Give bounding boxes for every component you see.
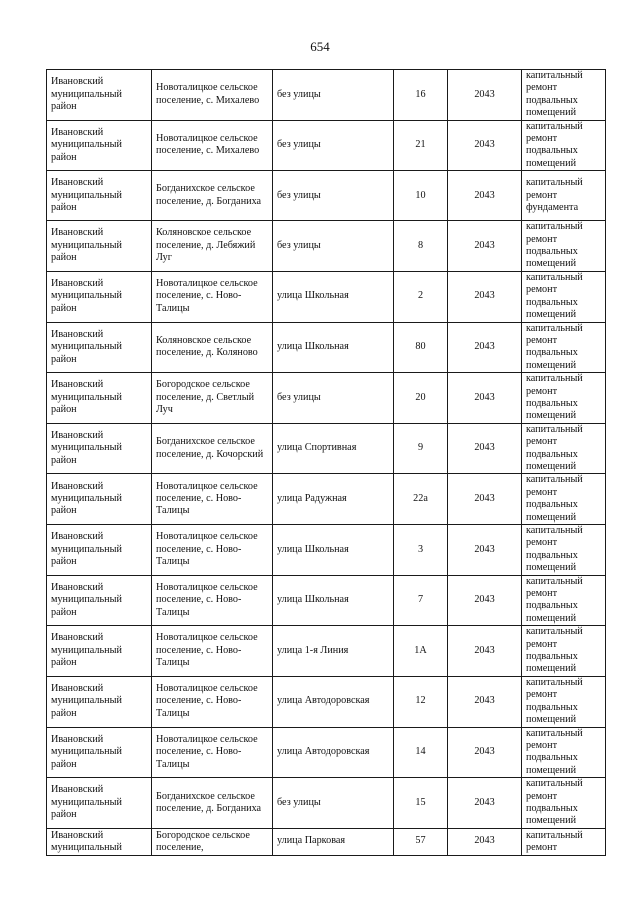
table-row	[47, 727, 606, 778]
table-row	[47, 525, 606, 576]
table-row	[47, 676, 606, 727]
cell-street: без улицы	[273, 221, 394, 272]
table-row	[47, 322, 606, 373]
cell-district: Ивановский муниципальный район	[47, 778, 152, 829]
cell-year: 2043	[448, 778, 522, 829]
cell-work-type: капитальный ремонт подвальных помещений	[522, 676, 606, 727]
cell-year: 2043	[448, 575, 522, 626]
cell-work-type: капитальный ремонт	[522, 828, 606, 855]
cell-street: улица Спортивная	[273, 423, 394, 474]
cell-street: улица Парковая	[273, 828, 394, 855]
cell-year: 2043	[448, 423, 522, 474]
table-row	[47, 474, 606, 525]
cell-year: 2043	[448, 70, 522, 121]
cell-district: Ивановский муниципальный район	[47, 271, 152, 322]
cell-settlement: Новоталицкое сельское поселение, с. Ново-Талицы	[152, 575, 273, 626]
cell-street: без улицы	[273, 778, 394, 829]
cell-settlement: Новоталицкое сельское поселение, с. Ново-Талицы	[152, 525, 273, 576]
table-row	[47, 373, 606, 424]
table-row	[47, 575, 606, 626]
cell-settlement: Богданихское сельское поселение, д. Кочорский	[152, 423, 273, 474]
cell-district: Ивановский муниципальный район	[47, 525, 152, 576]
cell-year: 2043	[448, 676, 522, 727]
cell-street: улица 1-я Линия	[273, 626, 394, 677]
cell-house-number: 20	[394, 373, 448, 424]
cell-district: Ивановский муниципальный район	[47, 423, 152, 474]
cell-work-type: капитальный ремонт подвальных помещений	[522, 727, 606, 778]
cell-street: улица Радужная	[273, 474, 394, 525]
cell-street: улица Школьная	[273, 271, 394, 322]
repair-schedule-table	[46, 69, 606, 856]
cell-work-type: капитальный ремонт подвальных помещений	[522, 474, 606, 525]
table-row	[47, 171, 606, 221]
cell-year: 2043	[448, 120, 522, 171]
cell-work-type: капитальный ремонт подвальных помещений	[522, 70, 606, 121]
table-row	[47, 120, 606, 171]
cell-year: 2043	[448, 221, 522, 272]
cell-work-type: капитальный ремонт подвальных помещений	[522, 271, 606, 322]
table-row	[47, 221, 606, 272]
cell-house-number: 10	[394, 171, 448, 221]
cell-house-number: 16	[394, 70, 448, 121]
cell-settlement: Новоталицкое сельское поселение, с. Михалево	[152, 70, 273, 121]
cell-street: без улицы	[273, 70, 394, 121]
cell-street: улица Школьная	[273, 322, 394, 373]
table-row	[47, 70, 606, 121]
cell-district: Ивановский муниципальный район	[47, 171, 152, 221]
cell-house-number: 9	[394, 423, 448, 474]
cell-year: 2043	[448, 525, 522, 576]
cell-street: улица Автодоровская	[273, 727, 394, 778]
cell-house-number: 12	[394, 676, 448, 727]
cell-house-number: 15	[394, 778, 448, 829]
cell-house-number: 80	[394, 322, 448, 373]
cell-street: без улицы	[273, 120, 394, 171]
cell-work-type: капитальный ремонт подвальных помещений	[522, 322, 606, 373]
table-row	[47, 828, 606, 855]
cell-year: 2043	[448, 828, 522, 855]
cell-settlement: Богородское сельское поселение,	[152, 828, 273, 855]
cell-district: Ивановский муниципальный район	[47, 474, 152, 525]
cell-year: 2043	[448, 626, 522, 677]
cell-district: Ивановский муниципальный район	[47, 70, 152, 121]
cell-work-type: капитальный ремонт подвальных помещений	[522, 373, 606, 424]
cell-settlement: Новоталицкое сельское поселение, с. Михалево	[152, 120, 273, 171]
cell-settlement: Богданихское сельское поселение, д. Богданиха	[152, 171, 273, 221]
cell-settlement: Богданихское сельское поселение, д. Богданиха	[152, 778, 273, 829]
cell-district: Ивановский муниципальный район	[47, 727, 152, 778]
cell-work-type: капитальный ремонт подвальных помещений	[522, 221, 606, 272]
page-number: 654	[310, 39, 330, 54]
cell-work-type: капитальный ремонт подвальных помещений	[522, 626, 606, 677]
cell-street: улица Школьная	[273, 525, 394, 576]
cell-house-number: 57	[394, 828, 448, 855]
cell-settlement: Коляновское сельское поселение, д. Коляново	[152, 322, 273, 373]
cell-settlement: Богородское сельское поселение, д. Светлый Луч	[152, 373, 273, 424]
cell-district: Ивановский муниципальный район	[47, 676, 152, 727]
cell-house-number: 1А	[394, 626, 448, 677]
cell-year: 2043	[448, 373, 522, 424]
cell-house-number: 2	[394, 271, 448, 322]
cell-district: Ивановский муниципальный район	[47, 120, 152, 171]
cell-settlement: Коляновское сельское поселение, д. Лебяжий Луг	[152, 221, 273, 272]
table-row	[47, 778, 606, 829]
cell-settlement: Новоталицкое сельское поселение, с. Ново-Талицы	[152, 474, 273, 525]
cell-year: 2043	[448, 171, 522, 221]
cell-year: 2043	[448, 271, 522, 322]
table-row	[47, 271, 606, 322]
cell-district: Ивановский муниципальный район	[47, 221, 152, 272]
cell-district: Ивановский муниципальный район	[47, 322, 152, 373]
cell-street: без улицы	[273, 171, 394, 221]
cell-house-number: 14	[394, 727, 448, 778]
cell-district: Ивановский муниципальный	[47, 828, 152, 855]
cell-year: 2043	[448, 474, 522, 525]
cell-house-number: 8	[394, 221, 448, 272]
cell-year: 2043	[448, 727, 522, 778]
cell-settlement: Новоталицкое сельское поселение, с. Ново-Талицы	[152, 271, 273, 322]
cell-work-type: капитальный ремонт подвальных помещений	[522, 423, 606, 474]
cell-work-type: капитальный ремонт подвальных помещений	[522, 575, 606, 626]
table-row	[47, 423, 606, 474]
cell-house-number: 3	[394, 525, 448, 576]
cell-settlement: Новоталицкое сельское поселение, с. Ново-Талицы	[152, 727, 273, 778]
table-row	[47, 626, 606, 677]
cell-settlement: Новоталицкое сельское поселение, с. Ново-Талицы	[152, 626, 273, 677]
cell-house-number: 21	[394, 120, 448, 171]
cell-district: Ивановский муниципальный район	[47, 626, 152, 677]
cell-district: Ивановский муниципальный район	[47, 575, 152, 626]
cell-work-type: капитальный ремонт подвальных помещений	[522, 778, 606, 829]
cell-street: улица Школьная	[273, 575, 394, 626]
cell-street: улица Автодоровская	[273, 676, 394, 727]
cell-work-type: капитальный ремонт подвальных помещений	[522, 525, 606, 576]
cell-work-type: капитальный ремонт фундамента	[522, 171, 606, 221]
cell-house-number: 22а	[394, 474, 448, 525]
cell-year: 2043	[448, 322, 522, 373]
cell-work-type: капитальный ремонт подвальных помещений	[522, 120, 606, 171]
cell-district: Ивановский муниципальный район	[47, 373, 152, 424]
cell-settlement: Новоталицкое сельское поселение, с. Ново-Талицы	[152, 676, 273, 727]
cell-street: без улицы	[273, 373, 394, 424]
cell-house-number: 7	[394, 575, 448, 626]
